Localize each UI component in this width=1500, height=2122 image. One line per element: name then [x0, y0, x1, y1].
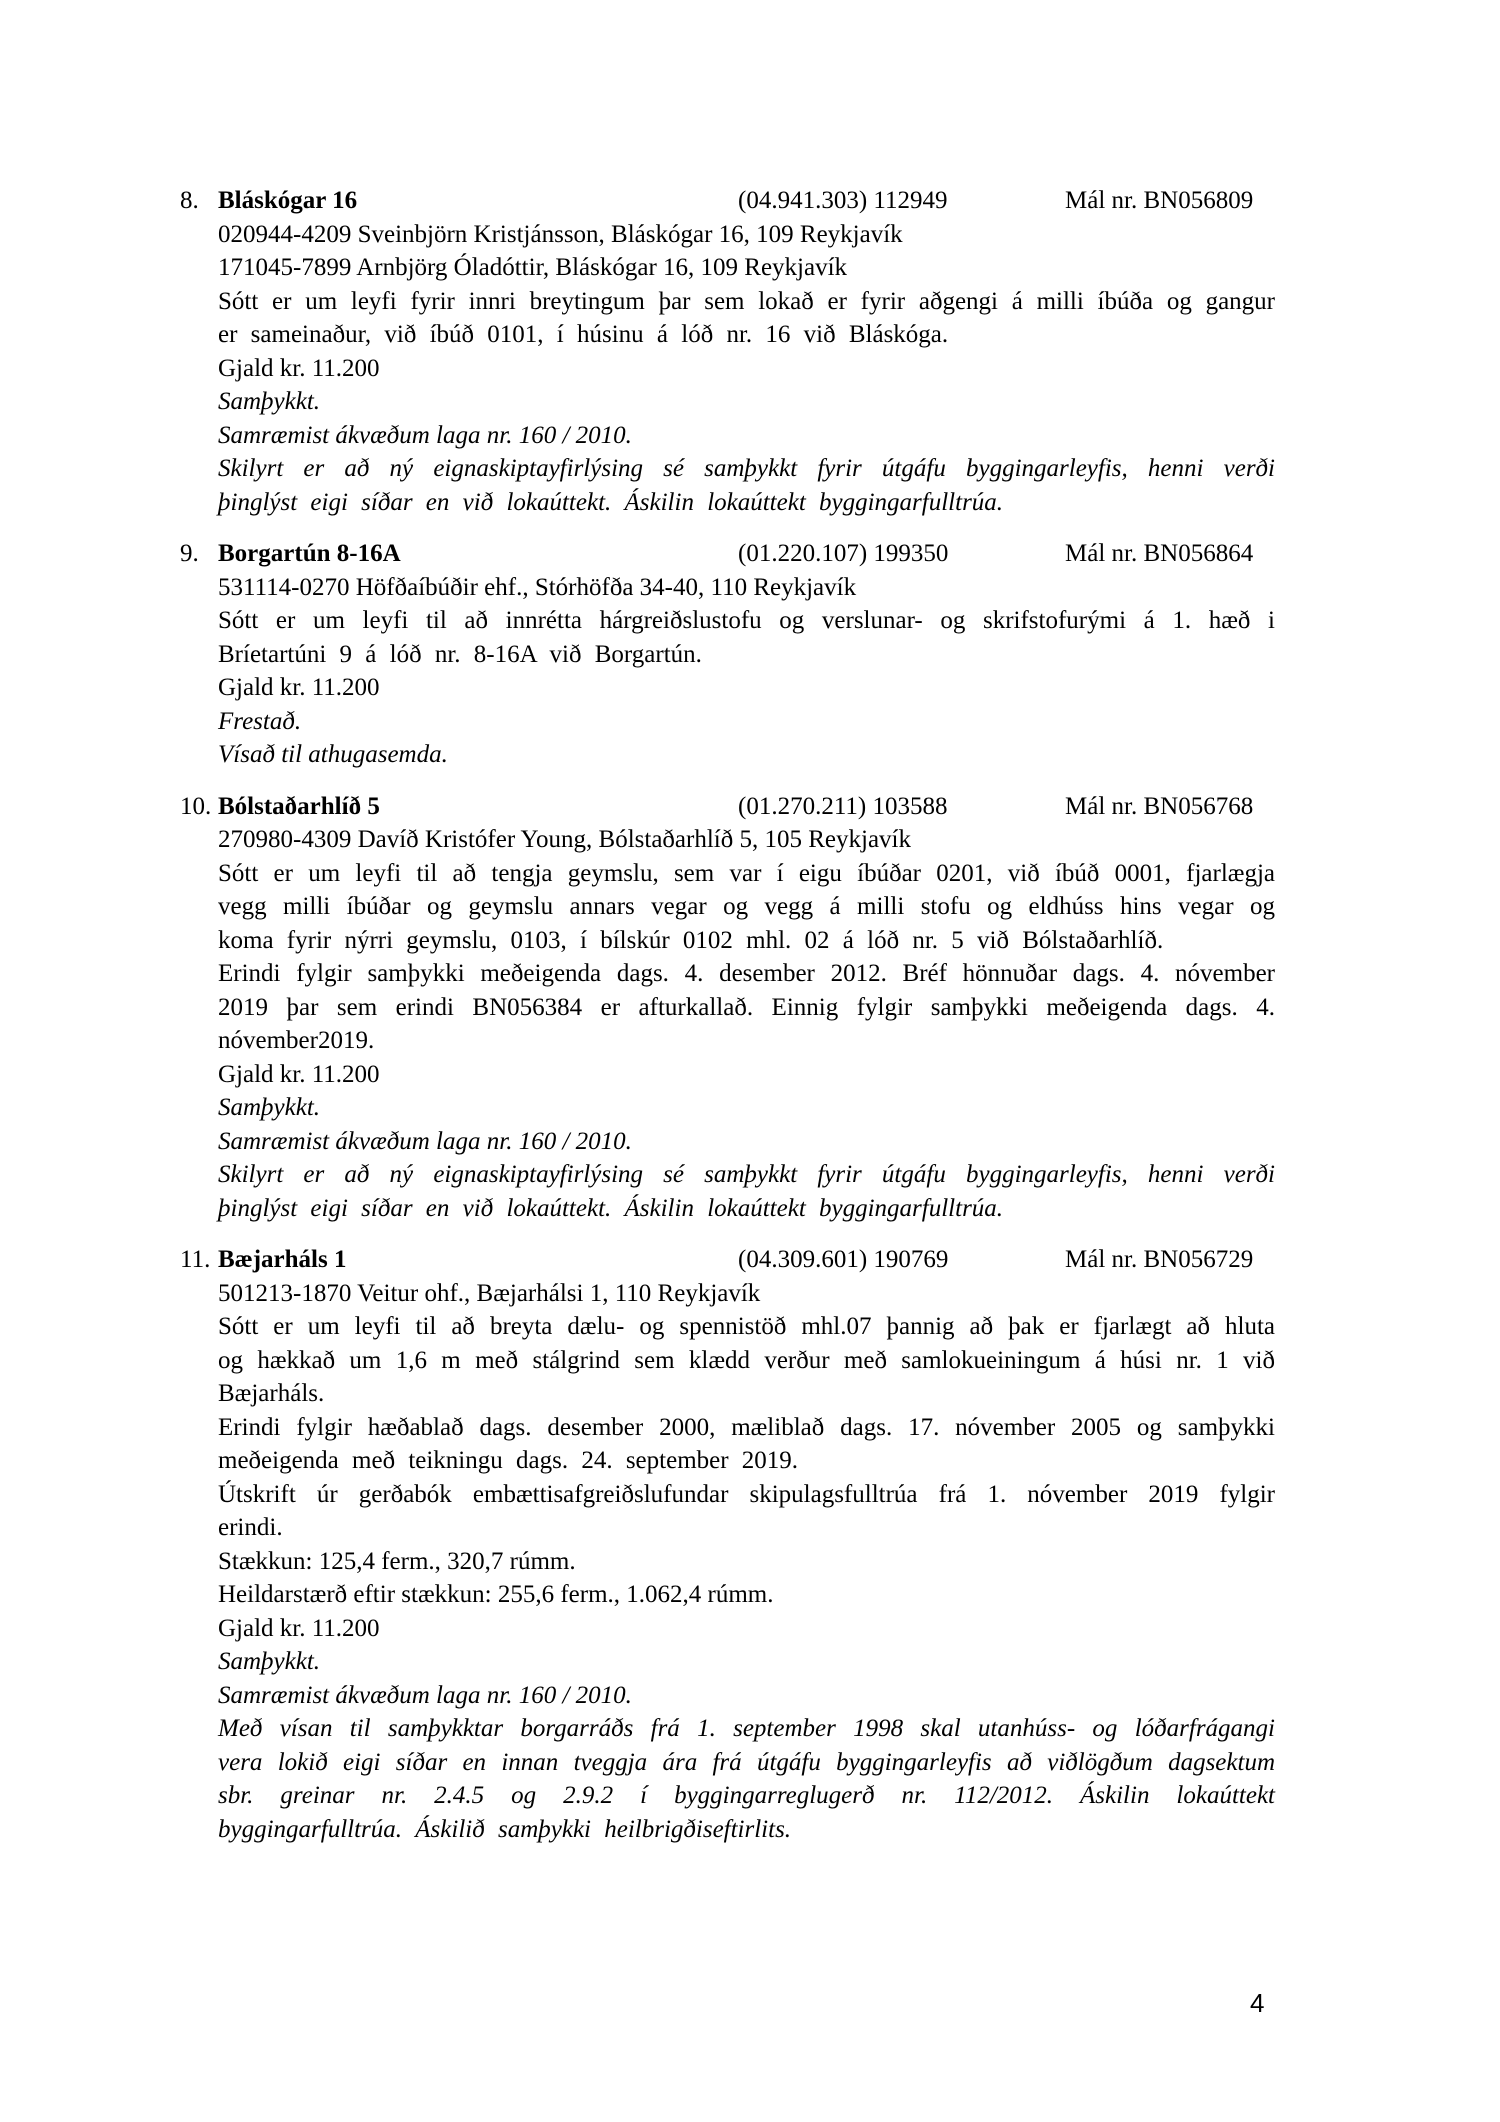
- agenda-item: [0, 537, 1500, 772]
- item-paragraph: Samþykkt.: [218, 1648, 321, 1675]
- page-number: 4: [1250, 1988, 1265, 2018]
- item-paragraph: Sótt er um leyfi fyrir innri breytingum þar sem lokað er fyrir aðgengi á milli íbúða og gangur er sameinaður, við íbúð 0101, í húsinu á lóð nr. 16 við Bláskóga.: [218, 287, 1275, 348]
- item-paragraph: Skilyrt er að ný eignaskiptayfirlýsing sé samþykkt fyrir útgáfu byggingarleyfis, henni verði þinglýst eigi síðar en við lokaúttekt. Áskilin lokaúttekt byggingarfulltrúa.: [218, 455, 1275, 516]
- item-case-number: Mál nr. BN056864: [1065, 540, 1254, 567]
- item-reference: (01.270.211) 103588: [738, 792, 948, 820]
- item-case-number: Mál nr. BN056768: [1065, 792, 1254, 820]
- item-title: Bólstaðarhlíð 5: [218, 792, 380, 820]
- item-paragraph: Heildarstærð eftir stækkun: 255,6 ferm., 1.062,4 rúmm.: [218, 1581, 774, 1608]
- agenda-item-header: [180, 184, 1500, 218]
- item-paragraph: Skilyrt er að ný eignaskiptayfirlýsing sé samþykkt fyrir útgáfu byggingarleyfis, henni verði þinglýst eigi síðar en við lokaúttekt. Áskilin lokaúttekt byggingarfulltrúa.: [218, 1161, 1275, 1222]
- item-paragraph: Með vísan til samþykktar borgarráðs frá 1. september 1998 skal utanhúss- og lóðarfrágangi vera lokið eigi síðar en innan tveggja ára frá útgáfu byggingarleyfis að viðlögðum dagsektum sbr. greinar nr. 2.4.5 og 2.9.2 í byggingarreglugerð nr. 112/2012. Áskilin lokaúttekt byggingarfulltrúa. Áskilið samþykki heilbrigðiseftirlits.: [218, 1715, 1275, 1843]
- item-number: 8.: [180, 187, 199, 214]
- item-title: Borgartún 8-16A: [218, 540, 401, 567]
- item-paragraph: Samræmist ákvæðum laga nr. 160 / 2010.: [218, 1681, 632, 1709]
- item-paragraph: 020944-4209 Sveinbjörn Kristjánsson, Bláskógar 16, 109 Reykjavík: [218, 220, 903, 248]
- item-paragraph: Gjald kr. 11.200: [218, 354, 380, 382]
- agenda-item: [0, 184, 1500, 519]
- item-case-number: Mál nr. BN056809: [1065, 187, 1254, 214]
- item-number: 9.: [180, 540, 199, 567]
- agenda-items: [0, 184, 1500, 1864]
- item-paragraph: Samþykkt.: [218, 388, 321, 415]
- item-paragraphs: [218, 571, 1275, 772]
- item-paragraph: Samræmist ákvæðum laga nr. 160 / 2010.: [218, 421, 632, 449]
- agenda-item: [0, 790, 1500, 1226]
- item-paragraph: Stækkun: 125,4 ferm., 320,7 rúmm.: [218, 1547, 576, 1575]
- item-title: Bláskógar 16: [218, 187, 358, 214]
- item-paragraph: Erindi fylgir hæðablað dags. desember 2000, mæliblað dags. 17. nóvember 2005 og samþykki meðeigenda með teikningu dags. 24. september 2019.: [218, 1413, 1275, 1474]
- item-paragraph: 270980-4309 Davíð Kristófer Young, Bólstaðarhlíð 5, 105 Reykjavík: [218, 826, 912, 853]
- item-paragraph: Gjald kr. 11.200: [218, 1060, 380, 1088]
- item-paragraph: 171045-7899 Arnbjörg Óladóttir, Bláskógar 16, 109 Reykjavík: [218, 254, 848, 281]
- item-paragraph: 501213-1870 Veitur ohf., Bæjarhálsi 1, 110 Reykjavík: [218, 1279, 761, 1307]
- item-paragraph: Sótt er um leyfi til að innrétta hárgreiðslustofu og verslunar- og skrifstofurými á 1. hæð i Bríetartúni 9 á lóð nr. 8-16A við Borgartún.: [218, 607, 1275, 668]
- agenda-item-header: [180, 790, 1500, 824]
- item-paragraph: Vísað til athugasemda.: [218, 741, 448, 768]
- item-paragraph: Samþykkt.: [218, 1094, 321, 1121]
- item-title: Bæjarháls 1: [218, 1246, 347, 1273]
- item-paragraph: Gjald kr. 11.200: [218, 1614, 380, 1642]
- item-paragraph: Útskrift úr gerðabók embættisafgreiðslufundar skipulagsfulltrúa frá 1. nóvember 2019 fylgir erindi.: [218, 1480, 1275, 1541]
- item-case-number: Mál nr. BN056729: [1065, 1246, 1254, 1273]
- item-paragraph: Erindi fylgir samþykki meðeigenda dags. 4. desember 2012. Bréf hönnuðar dags. 4. nóvember 2019 þar sem erindi BN056384 er afturkallað. Einnig fylgir samþykki meðeigenda dags. 4. nóvember2019.: [218, 960, 1275, 1054]
- item-number: 11.: [180, 1246, 211, 1273]
- item-reference: (04.941.303) 112949: [738, 187, 948, 214]
- agenda-item-header: [180, 1243, 1500, 1277]
- item-paragraphs: [218, 1277, 1275, 1847]
- item-paragraph: Samræmist ákvæðum laga nr. 160 / 2010.: [218, 1127, 632, 1155]
- item-paragraph: Frestað.: [218, 707, 302, 735]
- item-reference: (04.309.601) 190769: [738, 1246, 949, 1273]
- item-paragraphs: [218, 218, 1275, 520]
- agenda-item: [0, 1243, 1500, 1846]
- item-paragraph: 531114-0270 Höfðaíbúðir ehf., Stórhöfða 34-40, 110 Reykjavík: [218, 573, 857, 601]
- item-paragraph: Sótt er um leyfi til að breyta dælu- og spennistöð mhl.07 þannig að þak er fjarlægt að hluta og hækkað um 1,6 m með stálgrind sem klædd verður með samlokueiningum á húsi nr. 1 við Bæjarháls.: [218, 1313, 1275, 1407]
- agenda-item-header: [180, 537, 1500, 571]
- item-paragraph: Sótt er um leyfi til að tengja geymslu, sem var í eigu íbúðar 0201, við íbúð 0001, fjarlægja vegg milli íbúðar og geymslu annars vegar og vegg á milli stofu og eldhúss hins vegar og koma fyrir nýrri geymslu, 0103, í bílskúr 0102 mhl. 02 á lóð nr. 5 við Bólstaðarhlíð.: [218, 859, 1275, 954]
- item-number: 10.: [180, 792, 212, 820]
- item-paragraphs: [218, 823, 1275, 1225]
- item-reference: (01.220.107) 199350: [738, 540, 949, 567]
- item-paragraph: Gjald kr. 11.200: [218, 674, 380, 701]
